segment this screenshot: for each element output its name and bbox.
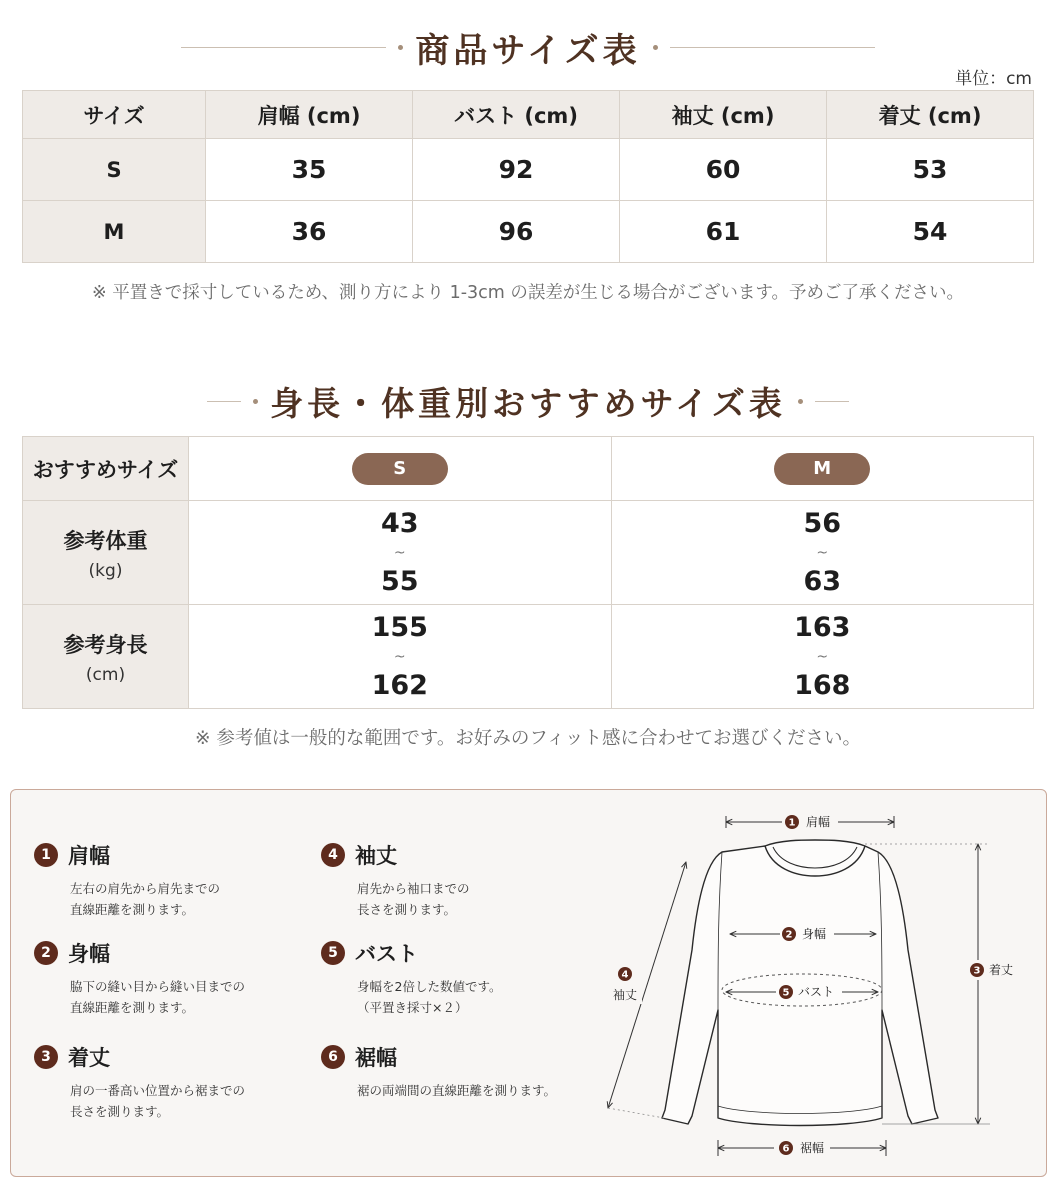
measure-description — [70, 976, 310, 1018]
garment-diagram — [590, 800, 1050, 1170]
measure-item-bust — [321, 938, 597, 1018]
weight-min: 43 — [380, 507, 419, 539]
diagram-label-body: 身幅 — [802, 927, 827, 941]
description-line: 身幅を2倍した数値です。 — [357, 979, 502, 994]
measure-item-body — [34, 938, 310, 1018]
height-unit: (cm) — [85, 664, 126, 685]
size-table — [22, 90, 1034, 263]
title-divider-left — [207, 401, 241, 402]
diagram-label-bust: バスト — [798, 985, 835, 999]
number-badge: 1 — [34, 843, 58, 867]
table-row — [23, 501, 1034, 605]
height-max: 168 — [794, 669, 851, 701]
number-badge: 4 — [321, 843, 345, 867]
description-line: 長さを測ります。 — [357, 902, 457, 917]
range-tilde: ~ — [393, 544, 406, 561]
table-row — [23, 139, 1034, 201]
header-size: サイズ — [23, 91, 206, 139]
measure-description — [357, 878, 597, 920]
recommend-table — [22, 436, 1034, 709]
weight-unit: (kg) — [88, 560, 123, 581]
description-line: 裾の両端間の直線距離を測ります。 — [357, 1083, 557, 1098]
measure-description — [357, 976, 597, 1018]
table-row — [23, 605, 1034, 709]
size-pill-m: M — [774, 453, 870, 485]
measure-item-header — [34, 938, 310, 968]
table-row — [23, 201, 1034, 263]
cell-bust: 92 — [413, 139, 620, 201]
title-dot-left — [398, 45, 403, 50]
number-badge: 5 — [321, 941, 345, 965]
weight-max: 55 — [380, 565, 419, 597]
description-line: 直線距離を測ります。 — [70, 1000, 195, 1015]
height-label-cell — [23, 605, 189, 709]
title-divider-right — [670, 47, 875, 48]
diagram-label-sleeve: 袖丈 — [612, 988, 638, 1002]
height-max: 162 — [371, 669, 428, 701]
recommend-size-m-cell — [611, 437, 1034, 501]
measure-item-header — [34, 840, 310, 870]
weight-label: 参考体重 — [63, 528, 148, 553]
weight-range-m — [611, 501, 1034, 605]
height-min: 155 — [371, 611, 428, 643]
recommend-title: 身長・体重別おすすめサイズ表 — [270, 383, 786, 423]
diagram-label-hem: 裾幅 — [800, 1141, 825, 1155]
height-range-m — [611, 605, 1034, 709]
range-tilde: ~ — [393, 648, 406, 665]
header-length: 着丈 (cm) — [827, 91, 1034, 139]
measure-item-length — [34, 1042, 310, 1122]
row-size-s: S — [23, 139, 206, 201]
description-line: 長さを測ります。 — [70, 1104, 170, 1119]
description-line: 左右の肩先から肩先までの — [70, 881, 221, 896]
measure-description — [70, 1080, 310, 1122]
recommend-title-row — [0, 378, 1056, 424]
size-table-note: ※ 平置きで採寸しているため、測り方により 1-3cm の誤差が生じる場合がございます。予めご了承ください。 — [92, 283, 964, 303]
measure-item-header — [321, 840, 597, 870]
measure-label: 肩幅 — [68, 844, 110, 868]
measure-label: バスト — [355, 942, 418, 966]
badge-number: 4 — [621, 969, 629, 981]
size-table-title: 商品サイズ表 — [415, 30, 641, 71]
header-sleeve: 袖丈 (cm) — [620, 91, 827, 139]
header-shoulder: 肩幅 (cm) — [206, 91, 413, 139]
height-label: 参考身長 — [63, 632, 148, 657]
range-tilde: ~ — [816, 648, 829, 665]
unit-label: 単位：cm — [955, 69, 1032, 89]
measure-label: 裾幅 — [355, 1046, 397, 1070]
title-dot-right — [798, 399, 803, 404]
recommend-note: ※ 参考値は一般的な範囲です。お好みのフィット感に合わせてお選びください。 — [195, 728, 861, 749]
measure-label: 着丈 — [68, 1046, 110, 1070]
height-min: 163 — [794, 611, 851, 643]
measure-item-shoulder — [34, 840, 310, 920]
cell-shoulder: 36 — [206, 201, 413, 263]
measure-item-header — [321, 938, 597, 968]
row-size-m: M — [23, 201, 206, 263]
weight-max: 63 — [803, 565, 842, 597]
measure-item-sleeve — [321, 840, 597, 920]
number-badge: 6 — [321, 1045, 345, 1069]
badge-number: 5 — [782, 987, 790, 999]
title-dot-left — [253, 399, 258, 404]
recommend-size-label: おすすめサイズ — [23, 437, 189, 501]
title-dot-right — [653, 45, 658, 50]
size-table-title-row — [0, 24, 1056, 70]
cell-sleeve: 60 — [620, 139, 827, 201]
cell-bust: 96 — [413, 201, 620, 263]
cell-sleeve: 61 — [620, 201, 827, 263]
badge-number: 1 — [788, 817, 796, 829]
weight-range-s — [189, 501, 612, 605]
title-divider-left — [181, 47, 386, 48]
diagram-label-shoulder: 肩幅 — [806, 815, 831, 829]
header-bust: バスト (cm) — [413, 91, 620, 139]
cell-length: 54 — [827, 201, 1034, 263]
number-badge: 2 — [34, 941, 58, 965]
recommend-size-s-cell — [189, 437, 612, 501]
weight-min: 56 — [803, 507, 842, 539]
cell-shoulder: 35 — [206, 139, 413, 201]
measure-description — [70, 878, 310, 920]
description-line: 肩の一番高い位置から裾までの — [70, 1083, 246, 1098]
number-badge: 3 — [34, 1045, 58, 1069]
diagram-label-length: 着丈 — [989, 963, 1014, 977]
description-line: （平置き採寸×２） — [357, 1000, 468, 1015]
measure-label: 身幅 — [68, 942, 110, 966]
measure-item-header — [34, 1042, 310, 1072]
badge-number: 6 — [782, 1143, 790, 1155]
table-row — [23, 437, 1034, 501]
badge-number: 2 — [785, 929, 793, 941]
sleeve-guide-bottom — [608, 1108, 664, 1118]
cell-length: 53 — [827, 139, 1034, 201]
description-line: 直線距離を測ります。 — [70, 902, 195, 917]
description-line: 脇下の縫い目から縫い目までの — [70, 979, 246, 994]
size-table-header — [23, 91, 1034, 139]
description-line: 肩先から袖口までの — [357, 881, 470, 896]
height-range-s — [189, 605, 612, 709]
measure-label: 袖丈 — [355, 844, 397, 868]
weight-label-cell — [23, 501, 189, 605]
range-tilde: ~ — [816, 544, 829, 561]
size-pill-s: S — [352, 453, 448, 485]
badge-number: 3 — [973, 965, 981, 977]
title-divider-right — [815, 401, 849, 402]
